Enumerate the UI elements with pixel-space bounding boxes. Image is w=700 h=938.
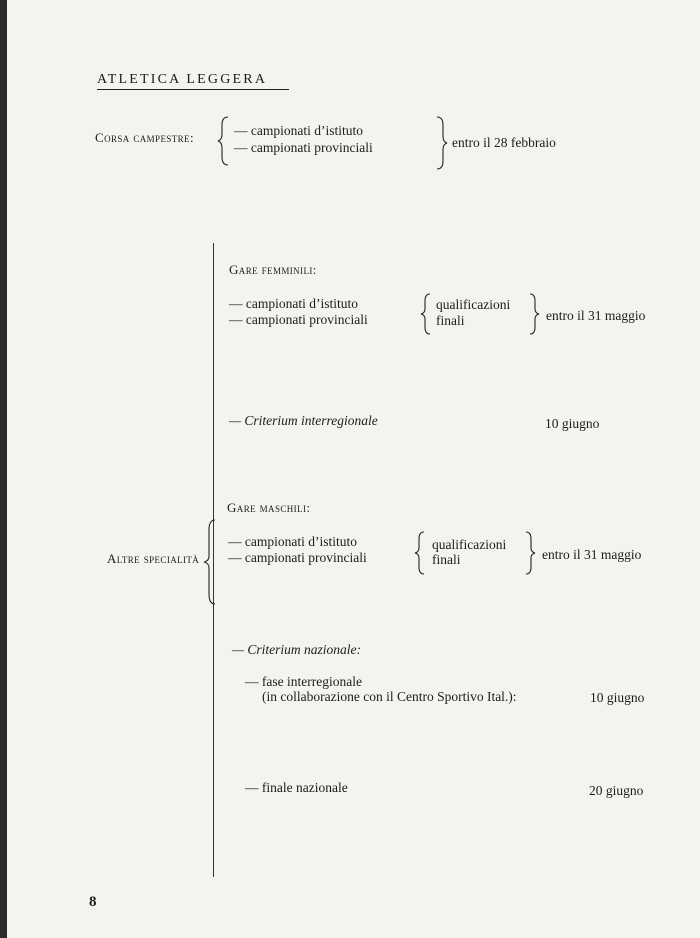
femminili-phase-left-brace bbox=[421, 294, 433, 334]
corsa-campestre-label: Corsa campestre: bbox=[95, 130, 194, 145]
corsa-left-brace bbox=[218, 117, 232, 165]
corsa-item-provinciali: — campionati provinciali bbox=[234, 140, 373, 155]
criterium-interregionale: — Criterium interregionale bbox=[229, 413, 378, 428]
fase-interregionale-line2: (in collaborazione con il Centro Sportivo Ital.): bbox=[262, 689, 517, 704]
corsa-deadline: entro il 28 febbraio bbox=[452, 135, 556, 150]
finale-nazionale-date: 20 giugno bbox=[589, 783, 644, 798]
criterium-interregionale-date: 10 giugno bbox=[545, 416, 600, 431]
fase-interregionale-date: 10 giugno bbox=[590, 690, 645, 705]
fase-interregionale-line1: — fase interregionale bbox=[245, 674, 362, 689]
page-number: 8 bbox=[89, 894, 97, 910]
femminili-item-provinciali: — campionati provinciali bbox=[229, 312, 368, 327]
femminili-item-istituto: — campionati d’istituto bbox=[229, 296, 358, 311]
maschili-phase-finali: finali bbox=[432, 552, 461, 567]
page-title: ATLETICA LEGGERA bbox=[97, 72, 268, 87]
maschili-phase-left-brace bbox=[415, 532, 427, 574]
gare-maschili-heading: Gare maschili: bbox=[227, 500, 311, 515]
title-underline bbox=[97, 89, 289, 90]
maschili-phase-right-brace bbox=[524, 532, 536, 574]
femminili-phase-finali: finali bbox=[436, 313, 465, 328]
page-edge-shadow bbox=[0, 0, 7, 938]
altre-left-brace bbox=[204, 520, 218, 604]
corsa-item-istituto: — campionati d’istituto bbox=[234, 123, 363, 138]
altre-specialita-label: Altre specialità bbox=[107, 551, 200, 566]
femminili-phase-qualificazioni: qualificazioni bbox=[436, 297, 511, 312]
criterium-nazionale: — Criterium nazionale: bbox=[232, 642, 362, 657]
maschili-item-provinciali: — campionati provinciali bbox=[228, 550, 367, 565]
femminili-phase-right-brace bbox=[528, 294, 540, 334]
femminili-deadline: entro il 31 maggio bbox=[546, 308, 646, 323]
maschili-phase-qualificazioni: qualificazioni bbox=[432, 537, 507, 552]
maschili-deadline: entro il 31 maggio bbox=[542, 547, 642, 562]
maschili-item-istituto: — campionati d’istituto bbox=[228, 534, 357, 549]
gare-femminili-heading: Gare femminili: bbox=[229, 262, 317, 277]
corsa-right-brace bbox=[434, 117, 448, 169]
finale-nazionale: — finale nazionale bbox=[245, 780, 348, 795]
